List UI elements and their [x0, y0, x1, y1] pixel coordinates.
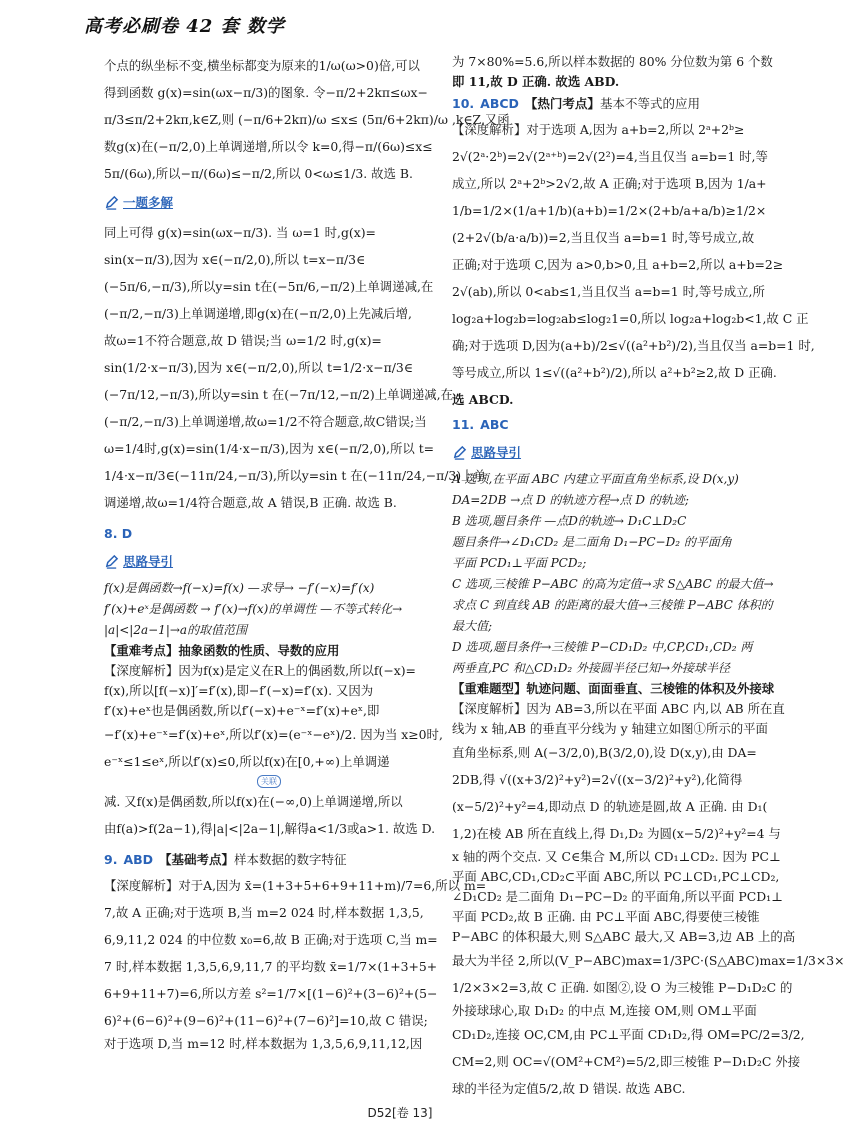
text-line: 最大为半径 2,所以(V_P−ABC)max=1/3PC·(S△ABC)max=1/3×3× — [452, 953, 845, 968]
flow-line: 题目条件→∠D₁CD₂ 是二面角 D₁−PC−D₂ 的平面角 — [452, 535, 732, 549]
pen-icon — [104, 195, 119, 210]
q11-key-point: 【重难题型】轨迹问题、面面垂直、三棱锥的体积及外接球 — [452, 681, 775, 696]
text-line: 1,2)在棱 AB 所在直线上,得 D₁,D₂ 为圆(x−5/2)²+y²=4 与 — [452, 826, 781, 841]
q10-detail — [452, 116, 815, 413]
q9-continued — [452, 52, 792, 92]
text-line: (2+2√(b/a·a/b))=2,当且仅当 a=b=1 时,等号成立,故 — [452, 230, 755, 245]
flow-line: C 选项,三棱锥 P−ABC 的高为定值→求 S△ABC 的最大值→ — [452, 577, 774, 591]
text-line: sin(x−π/3),因为 x∈(−π/2,0),所以 t=x−π/3∈ — [104, 252, 366, 267]
text-line: 得到函数 g(x)=sin(ωx−π/3)的图象. 令−π/2+2kπ≤ωx− — [104, 85, 428, 100]
text-line: 即 11,故 D 正确. 故选 ABD. — [452, 74, 620, 89]
q9-detail — [104, 872, 487, 1054]
text-line: 6+9+11+7)=6,所以方差 s²=1/7×[(1−6)²+(3−6)²+(5− — [104, 986, 438, 1001]
text-span: e⁻ˣ≤1≤eˣ,所以f′(x)≤0,所以f(x)在[0,+∞)上单调递 — [104, 754, 390, 769]
text-line: f′(x)+eˣ也是偶函数,所以f′(−x)+e⁻ˣ=f′(x)+eˣ,即 — [104, 703, 380, 718]
text-line: P−ABC 的体积最大,则 S△ABC 最大,又 AB=3,边 AB 上的高 — [452, 929, 796, 944]
text-line: sin(1/2·x−π/3),因为 x∈(−π/2,0),所以 t=1/2·x−π/3∈ — [104, 360, 413, 375]
text-line: 个点的纵坐标不变,横坐标都变为原来的1/ω(ω>0)倍,可以 — [104, 58, 420, 73]
question-10-heading — [452, 92, 792, 116]
text-line: ∠D₁CD₂ 是二面角 D₁−PC−D₂ 的平面角,所以平面 PCD₁⊥ — [452, 889, 783, 904]
text-line: 【深度解析】对于选项 A,因为 a+b=2,所以 2ᵃ+2ᵇ≥ — [452, 122, 745, 137]
text-line: ω=1/4时,g(x)=sin(1/4·x−π/3),因为 x∈(−π/2,0),所以 t= — [104, 441, 435, 456]
page-header: 高考必刷卷 42 套 数学 — [84, 16, 285, 37]
text-line: (x−5/2)²+y²=4,即动点 D 的轨迹是圆,故 A 正确. 由 D₁( — [452, 799, 768, 814]
pen-icon — [104, 554, 119, 569]
flow-line: B 选项,题目条件 —点D的轨迹→ D₁C⊥D₂C — [452, 514, 687, 528]
text-line: 【深度解析】因为f(x)是定义在R上的偶函数,所以f(−x)= — [104, 663, 416, 678]
text-line: 数g(x)在(−π/2,0)上单调递增,所以令 k=0,得−π/(6ω)≤x≤ — [104, 139, 433, 154]
hint-label: 思路导引 — [123, 554, 174, 569]
flow-line: D 选项,题目条件→三棱锥 P−CD₁D₂ 中,CP,CD₁,CD₂ 两 — [452, 640, 753, 654]
text-line: 平面 PCD₂,故 B 正确. 由 PC⊥平面 ABC,得要使三棱锥 — [452, 909, 760, 924]
text-line: 2√(ab),所以 0<ab≤1,当且仅当 a=b=1 时,等号成立,所 — [452, 284, 765, 299]
watermark-row — [104, 775, 426, 788]
flow-line: f′(x)+eˣ是偶函数 → f′(x)→f(x)的单调性 —不等式转化→ — [104, 602, 403, 616]
text-line: 调递增,故ω=1/4符合题意,故 A 错误,B 正确. 故选 B. — [104, 495, 397, 510]
q8-flow — [104, 578, 426, 641]
text-line: 故ω=1不符合题意,故 D 错误;当 ω=1/2 时,g(x)= — [104, 333, 382, 348]
question-number: 10. — [452, 96, 475, 111]
text-line: 正确;对于选项 C,因为 a>0,b>0,且 a+b=2,所以 a+b=2≥ — [452, 257, 784, 272]
text-line: 确;对于选项 D,因为(a+b)/2≤√((a²+b²)/2),当且仅当 a=b=1 时, — [452, 338, 815, 353]
q11-hint-tag — [452, 439, 521, 466]
q8-detail — [104, 661, 443, 842]
question-number: 11. — [452, 417, 475, 432]
text-line: 【深度解析】因为 AB=3,所以在平面 ABC 内,以 AB 所在直 — [452, 701, 785, 716]
text-line: 【深度解析】对于A,因为 x̄=(1+3+5+6+9+11+m)/7=6,所以 m= — [104, 878, 487, 893]
text-line: 2DB,得 √((x+3/2)²+y²)=2√((x−3/2)²+y²),化简得 — [452, 772, 743, 787]
text-line: 5π/(6ω),所以−π/(6ω)≤−π/2,所以 0<ω≤1/3. 故选 B. — [104, 166, 413, 181]
text-line: 选 ABCD. — [452, 392, 514, 407]
tag-label: 【基础考点】 — [159, 852, 235, 867]
flow-line: f(x)是偶函数→f(−x)=f(x) —求导→ −f′(−x)=f′(x) — [104, 581, 375, 595]
text-line: log₂a+log₂b=log₂ab≤log₂1=0,所以 log₂a+log₂b<1,故 C 正 — [452, 311, 809, 326]
q8-key-point: 【重难考点】抽象函数的性质、导数的应用 — [104, 643, 340, 658]
text-line: 6)²+(6−6)²+(9−6)²+(11−6)²+(7−6)²]=10,故 C 错误; — [104, 1013, 428, 1028]
q11-detail — [452, 699, 845, 1102]
flow-line: 求点 C 到直线 AB 的距离的最大值→三棱锥 P−ABC 体积的 — [452, 598, 773, 612]
text-line: 等号成立,所以 1≤√((a²+b²)/2),所以 a²+b²≥2,故 D 正确. — [452, 365, 777, 380]
pen-icon — [452, 445, 467, 460]
page-footer: D52[卷 13] — [367, 1106, 433, 1120]
question-number: 8. D — [104, 526, 133, 541]
text-line: π/3≤π/2+2kπ,k∈Z,则 (−π/6+2kπ)/ω ≤x≤ (5π/6+2kπ)/ω ,k∈Z,又函 — [104, 112, 510, 127]
tag-title: 基本不等式的应用 — [599, 96, 700, 111]
text-line: 直角坐标系,则 A(−3/2,0),B(3/2,0),设 D(x,y),由 DA= — [452, 745, 757, 760]
text-line: (−π/2,−π/3)上单调递增,即g(x)在(−π/2,0)上先减后增, — [104, 306, 412, 321]
text-line: 减. 又f(x)是偶函数,所以f(x)在(−∞,0)上单调递增,所以 — [104, 794, 403, 809]
text-line: 球的半径为定值5/2,故 D 错误. 故选 ABC. — [452, 1081, 686, 1096]
text-line: 为 7×80%=5.6,所以样本数据的 80% 分位数为第 6 个数 — [452, 54, 773, 69]
q11-flow — [452, 469, 792, 679]
text-line: 同上可得 g(x)=sin(ωx−π/3). 当 ω=1 时,g(x)= — [104, 225, 376, 240]
q8-hint-tag — [104, 548, 173, 575]
question-11-heading — [452, 413, 792, 437]
text-line — [104, 748, 426, 775]
text-line: 由f(a)>f(2a−1),得|a|<|2a−1|,解得a<1/3或a>1. 故选 D. — [104, 821, 436, 836]
question-8-heading — [104, 522, 426, 546]
tag-title: 样本数据的数字特征 — [234, 852, 347, 867]
text-line: 7 时,样本数据 1,3,5,6,9,11,7 的平均数 x̄=1/7×(1+3+5+ — [104, 959, 438, 974]
text-line: 2√(2ᵃ·2ᵇ)=2√(2ᵃ⁺ᵇ)=2√(2²)=4,当且仅当 a=b=1 时,等 — [452, 149, 768, 164]
hint-label: 思路导引 — [471, 445, 522, 460]
text-line: x 轴的两个交点. 又 C∈集合 M,所以 CD₁⊥CD₂. 因为 PC⊥ — [452, 849, 781, 864]
text-line: CM=2,则 OC=√(OM²+CM²)=5/2,即三棱锥 P−D₁D₂C 外接 — [452, 1054, 801, 1069]
question-number: 9. — [104, 852, 118, 867]
text-line: −f′(x)+e⁻ˣ=f′(x)+eˣ,所以f′(x)=(e⁻ˣ−eˣ)/2. 因为当 x≥0时, — [104, 727, 443, 742]
text-line: 平面 ABC,CD₁,CD₂⊂平面 ABC,所以 PC⊥CD₁,PC⊥CD₂, — [452, 869, 780, 884]
text-line: 成立,所以 2ᵃ+2ᵇ>2√2,故 A 正确;对于选项 B,因为 1/a+ — [452, 176, 767, 191]
text-line: 6,9,11,2 024 的中位数 x₀=6,故 B 正确;对于选项 C,当 m= — [104, 932, 438, 947]
flow-line: 最大值; — [452, 619, 493, 633]
text-line: (−π/2,−π/3)上单调递增,故ω=1/2不符合题意,故C错误;当 — [104, 414, 427, 429]
text-line: 1/b=1/2×(1/a+1/b)(a+b)=1/2×(2+b/a+a/b)≥1/2× — [452, 203, 767, 218]
text-line: (−5π/6,−π/3),所以y=sin t在(−5π/6,−π/2)上单调递减,在 — [104, 279, 434, 294]
text-line: CD₁D₂,连接 OC,CM,由 PC⊥平面 CD₁D₂,得 OM=PC/2=3/2, — [452, 1027, 805, 1042]
watermark-logo: 关联 — [257, 775, 281, 788]
flow-line: DA=2DB →点 D 的轨迹方程→点 D 的轨迹; — [452, 493, 689, 507]
flow-line: A 选项,在平面 ABC 内建立平面直角坐标系,设 D(x,y) — [452, 472, 739, 486]
text-line: (−7π/12,−π/3),所以y=sin t 在(−7π/12,−π/2)上单调递减,在 — [104, 387, 454, 402]
text-line: 线为 x 轴,AB 的垂直平分线为 y 轴建立如图①所示的平面 — [452, 721, 768, 736]
tag-label: 【热门考点】 — [524, 96, 600, 111]
flow-line: 平面 PCD₁⊥平面 PCD₂; — [452, 556, 587, 570]
text-line: 7,故 A 正确;对于选项 B,当 m=2 024 时,样本数据 1,3,5, — [104, 905, 424, 920]
text-line: 1/4·x−π/3∈(−11π/24,−π/3),所以y=sin t 在(−11π/24,−π/3)上单 — [104, 468, 486, 483]
right-column — [452, 52, 845, 1102]
text-line: 外接球球心,取 D₁D₂ 的中点 M,连接 OM,则 OM⊥平面 — [452, 1003, 757, 1018]
answer: ABD — [123, 852, 154, 867]
answer: ABCD — [480, 96, 519, 111]
text-line: 对于选项 D,当 m=12 时,样本数据为 1,3,5,6,9,11,12,因 — [104, 1036, 423, 1051]
flow-line: |a|<|2a−1|→a的取值范围 — [104, 623, 248, 637]
alt-solution-label: 一题多解 — [123, 195, 174, 210]
text-line: 1/2×3×2=3,故 C 正确. 如图②,设 O 为三棱锥 P−D₁D₂C 的 — [452, 980, 793, 995]
alt-solution-tag — [104, 189, 173, 216]
question-9-heading — [104, 848, 426, 872]
answer: ABC — [480, 417, 509, 432]
flow-line: 两垂直,PC 和△CD₁D₂ 外接圆半径已知→外接球半径 — [452, 661, 731, 675]
text-line: f(x),所以[f(−x)]′=f′(x),即−f′(−x)=f′(x). 又因为 — [104, 683, 374, 698]
